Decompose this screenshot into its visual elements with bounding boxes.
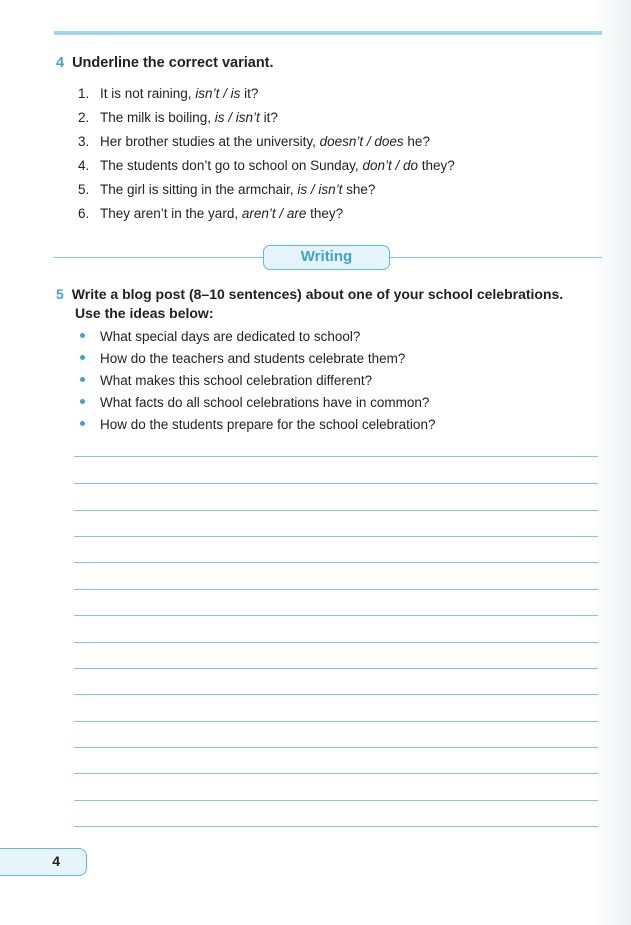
page-edge-shadow <box>591 0 631 925</box>
writing-line[interactable] <box>74 536 598 537</box>
list-item: 4. The students don’t go to school on Sunday, don’t / do they? <box>78 158 455 173</box>
exercise-5-heading <box>56 285 616 323</box>
bullet-icon <box>80 377 85 382</box>
writing-line[interactable] <box>74 615 598 616</box>
exercise-4-heading <box>56 55 274 71</box>
writing-line[interactable] <box>74 642 598 643</box>
writing-line[interactable] <box>74 773 598 774</box>
exercise-number: 4 <box>56 55 65 71</box>
writing-line[interactable] <box>74 826 598 827</box>
answer-options[interactable]: isn’t / is <box>195 86 241 101</box>
writing-line[interactable] <box>74 668 598 669</box>
exercise-instruction: Underline the correct variant. <box>72 55 274 71</box>
bullet-icon <box>80 355 85 360</box>
exercise-instruction: Write a blog post (8–10 sentences) about one of your school celebrations. <box>71 286 564 302</box>
writing-line[interactable] <box>74 747 598 748</box>
exercise-instruction-line2: Use the ideas below: <box>75 305 214 321</box>
list-item: What facts do all school celebrations have in common? <box>80 392 435 414</box>
list-item: How do the students prepare for the school celebration? <box>80 414 435 436</box>
answer-options[interactable]: don’t / do <box>362 158 418 173</box>
bullet-icon <box>80 399 85 404</box>
writing-line[interactable] <box>74 721 598 722</box>
section-divider-left <box>54 257 263 258</box>
answer-options[interactable]: doesn’t / does <box>319 134 404 149</box>
list-item: 5. The girl is sitting in the armchair, is / isn’t she? <box>78 182 376 197</box>
writing-line[interactable] <box>74 456 598 457</box>
list-item: What special days are dedicated to school? <box>80 326 435 348</box>
writing-line[interactable] <box>74 694 598 695</box>
writing-line[interactable] <box>74 510 598 511</box>
exercise-number: 5 <box>56 286 64 302</box>
exercise-4-list <box>78 82 455 226</box>
writing-line[interactable] <box>74 483 598 484</box>
list-item: What makes this school celebration different? <box>80 370 435 392</box>
page-number: 4 <box>0 848 87 876</box>
list-item: 1. It is not raining, isn’t / is it? <box>78 86 259 101</box>
writing-line[interactable] <box>74 589 598 590</box>
bullet-icon <box>80 333 85 338</box>
writing-line[interactable] <box>74 562 598 563</box>
list-item: 6. They aren’t in the yard, aren’t / are they? <box>78 206 344 221</box>
answer-options[interactable]: is / isn’t <box>214 110 260 125</box>
ideas-list <box>80 326 435 436</box>
section-divider-right <box>390 257 602 258</box>
writing-line[interactable] <box>74 800 598 801</box>
answer-options[interactable]: is / isn’t <box>297 182 343 197</box>
top-rule <box>54 31 602 35</box>
list-item: How do the teachers and students celebrate them? <box>80 348 435 370</box>
list-item: 3. Her brother studies at the university, doesn’t / does he? <box>78 134 430 149</box>
answer-options[interactable]: aren’t / are <box>241 206 307 221</box>
bullet-icon <box>80 421 85 426</box>
list-item: 2. The milk is boiling, is / isn’t it? <box>78 110 278 125</box>
section-title-writing: Writing <box>263 245 390 270</box>
